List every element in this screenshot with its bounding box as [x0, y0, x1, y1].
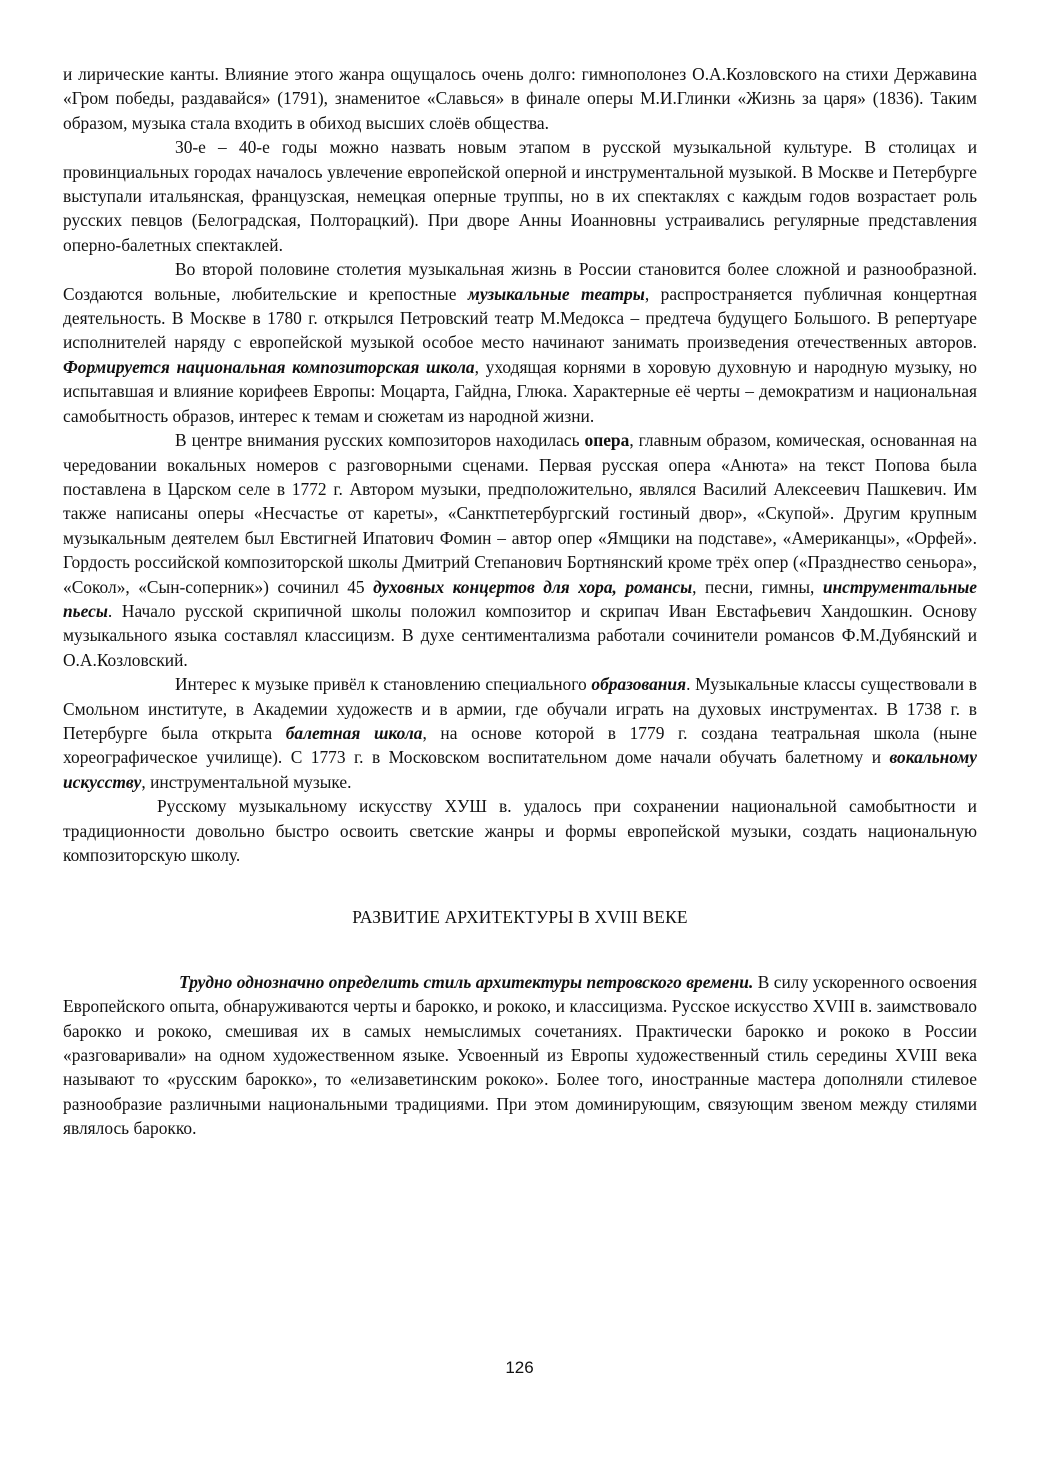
paragraph-4	[63, 428, 977, 672]
text-run: Во второй половине столетия музыкальная жизнь в России становится более сложной и разнообразной. Создаются вольные, любительские и крепостные	[63, 259, 977, 304]
text-run: , главным образом, комическая, основанная на чередовании вокальных номеров с разговорными сценами. Первая русская опера «Анюта» на текст Попова была поставлена в Царском селе в 1772 г. Автором музыки, предположительно, являлся Василий Алексеевич Пашкевич. Им также написаны оперы «Несчастье от кареты», «Санктпетербургский гостиный двор», «Скупой». Другим крупным музыкальным деятелем был Евстигней Ипатович Фомин – автор опер «Ямщики на подставе», «Американцы», «Орфей». Гордость российской композиторской школы Дмитрий Степанович Бортнянский кроме трёх опер («Празднество сеньора», «Сокол», «Сын-соперник») сочинил 45	[63, 430, 977, 597]
section-heading: РАЗВИТИЕ АРХИТЕКТУРЫ В XVIII ВЕКЕ	[352, 907, 688, 928]
text-run: , песни, гимны,	[692, 576, 823, 597]
paragraph-7	[63, 970, 977, 1141]
text-run: Интерес к музыке привёл к становлению специального	[175, 674, 592, 695]
paragraph-1: и лирические канты. Влияние этого жанра ощущалось очень долго: гимнополонез О.А.Козловского на стихи Державина «Гром победы, раздавайся» (1791), знаменитое «Славься» в финале оперы М.И.Глинки «Жизнь за царя» (1836). Таким образом, музыка стала входить в обиход высших слоёв общества.	[63, 64, 977, 133]
emphasis-text: вокальному искусству	[63, 747, 977, 792]
emphasis-text: Трудно однозначно определить стиль архитектуры петровского времени.	[179, 971, 754, 992]
paragraph-2: 30-е – 40-е годы можно назвать новым этапом в русской музыкальной культуре. В столицах и провинциальных городах началось увлечение европейской оперной и инструментальной музыкой. В Москве и Петербурге выступали итальянская, французская, немецкая оперные труппы, но в их спектаклях с каждым годов возрастает роль русских певцов (Белоградская, Полторацкий). При дворе Анны Иоанновны устраивались регулярные представления оперно-балетных спектаклей.	[63, 137, 977, 255]
text-run: , на основе которой в 1779 г. создана театральная школа (ныне хореографическое училище). С 1773 г. в Московском воспитательном доме начали обучать балетному и	[63, 722, 977, 768]
text-run: В центре внимания русских композиторов находилась	[175, 430, 585, 451]
text-run: В силу ускоренного освоения Европейского опыта, обнаруживаются черты и барокко, и рококо, и классицизма. Русское искусство XVIII в. заимствовало барокко и рококо, смешивая их в самых немыслимых сочетаниях. Практически барокко и рококо в России «разговаривали» на одном художественном языке. Усвоенный из Европы художественный стиль середины XVIII века называют то «русским барокко», то «елизаветинским рококо». Более того, иностранные мастера дополняли стилевое разнообразие различными национальными традициями. При этом доминирующим, связующим звеном между стилями являлось барокко.	[63, 971, 977, 1139]
emphasis-text: музыкальные театры	[467, 283, 645, 304]
text-run: , распространяется публичная концертная деятельность. В Москве в 1780 г. открылся Петровский театр М.Медокса – предтеча будущего Большого. В репертуаре исполнителей наряду с европейской музыкой особое место начинают занимать произведения отечественных авторов.	[63, 283, 978, 353]
document-page	[63, 62, 977, 1141]
emphasis-text: инструментальные пьесы	[63, 576, 978, 621]
bold-text: опера	[584, 430, 630, 451]
text-run: . Музыкальные классы существовали в Смольном институте, в Академии художеств и в армии, где обучали играть на духовых инструментах. В 1738 г. в Петербурге была открыта	[63, 674, 977, 743]
paragraph-3	[63, 257, 977, 428]
paragraph-5	[63, 672, 977, 794]
paragraph-6: Русскому музыкальному искусству ХУШ в. удалось при сохранении национальной самобытности и традиционности довольно быстро освоить светские жанры и формы европейской музыки, создать национальную композиторскую школу.	[63, 796, 977, 865]
emphasis-text: образования	[591, 674, 687, 695]
emphasis-text: балетная школа	[285, 722, 423, 743]
text-run: . Начало русской скрипичной школы положил композитор и скрипач Иван Евстафьевич Хандошкин. Основу музыкального языка составлял классицизм. В духе сентиментализма работали сочинители романсов Ф.М.Дубянский и О.А.Козловский.	[63, 600, 977, 670]
text-run: , уходящая корнями в хоровую духовную и народную музыку, но испытавшая и влияние корифеев Европы: Моцарта, Гайдна, Глюка. Характерные её черты – демократизм и национальная самобытность образов, интерес к темам и сюжетам из народной жизни.	[63, 356, 977, 426]
emphasis-text: духовных концертов для хора, романсы	[373, 576, 693, 597]
emphasis-text: Формируется национальная композиторская школа	[63, 356, 475, 377]
text-run: , инструментальной музыке.	[141, 771, 352, 792]
page-number: 126	[505, 1358, 534, 1377]
